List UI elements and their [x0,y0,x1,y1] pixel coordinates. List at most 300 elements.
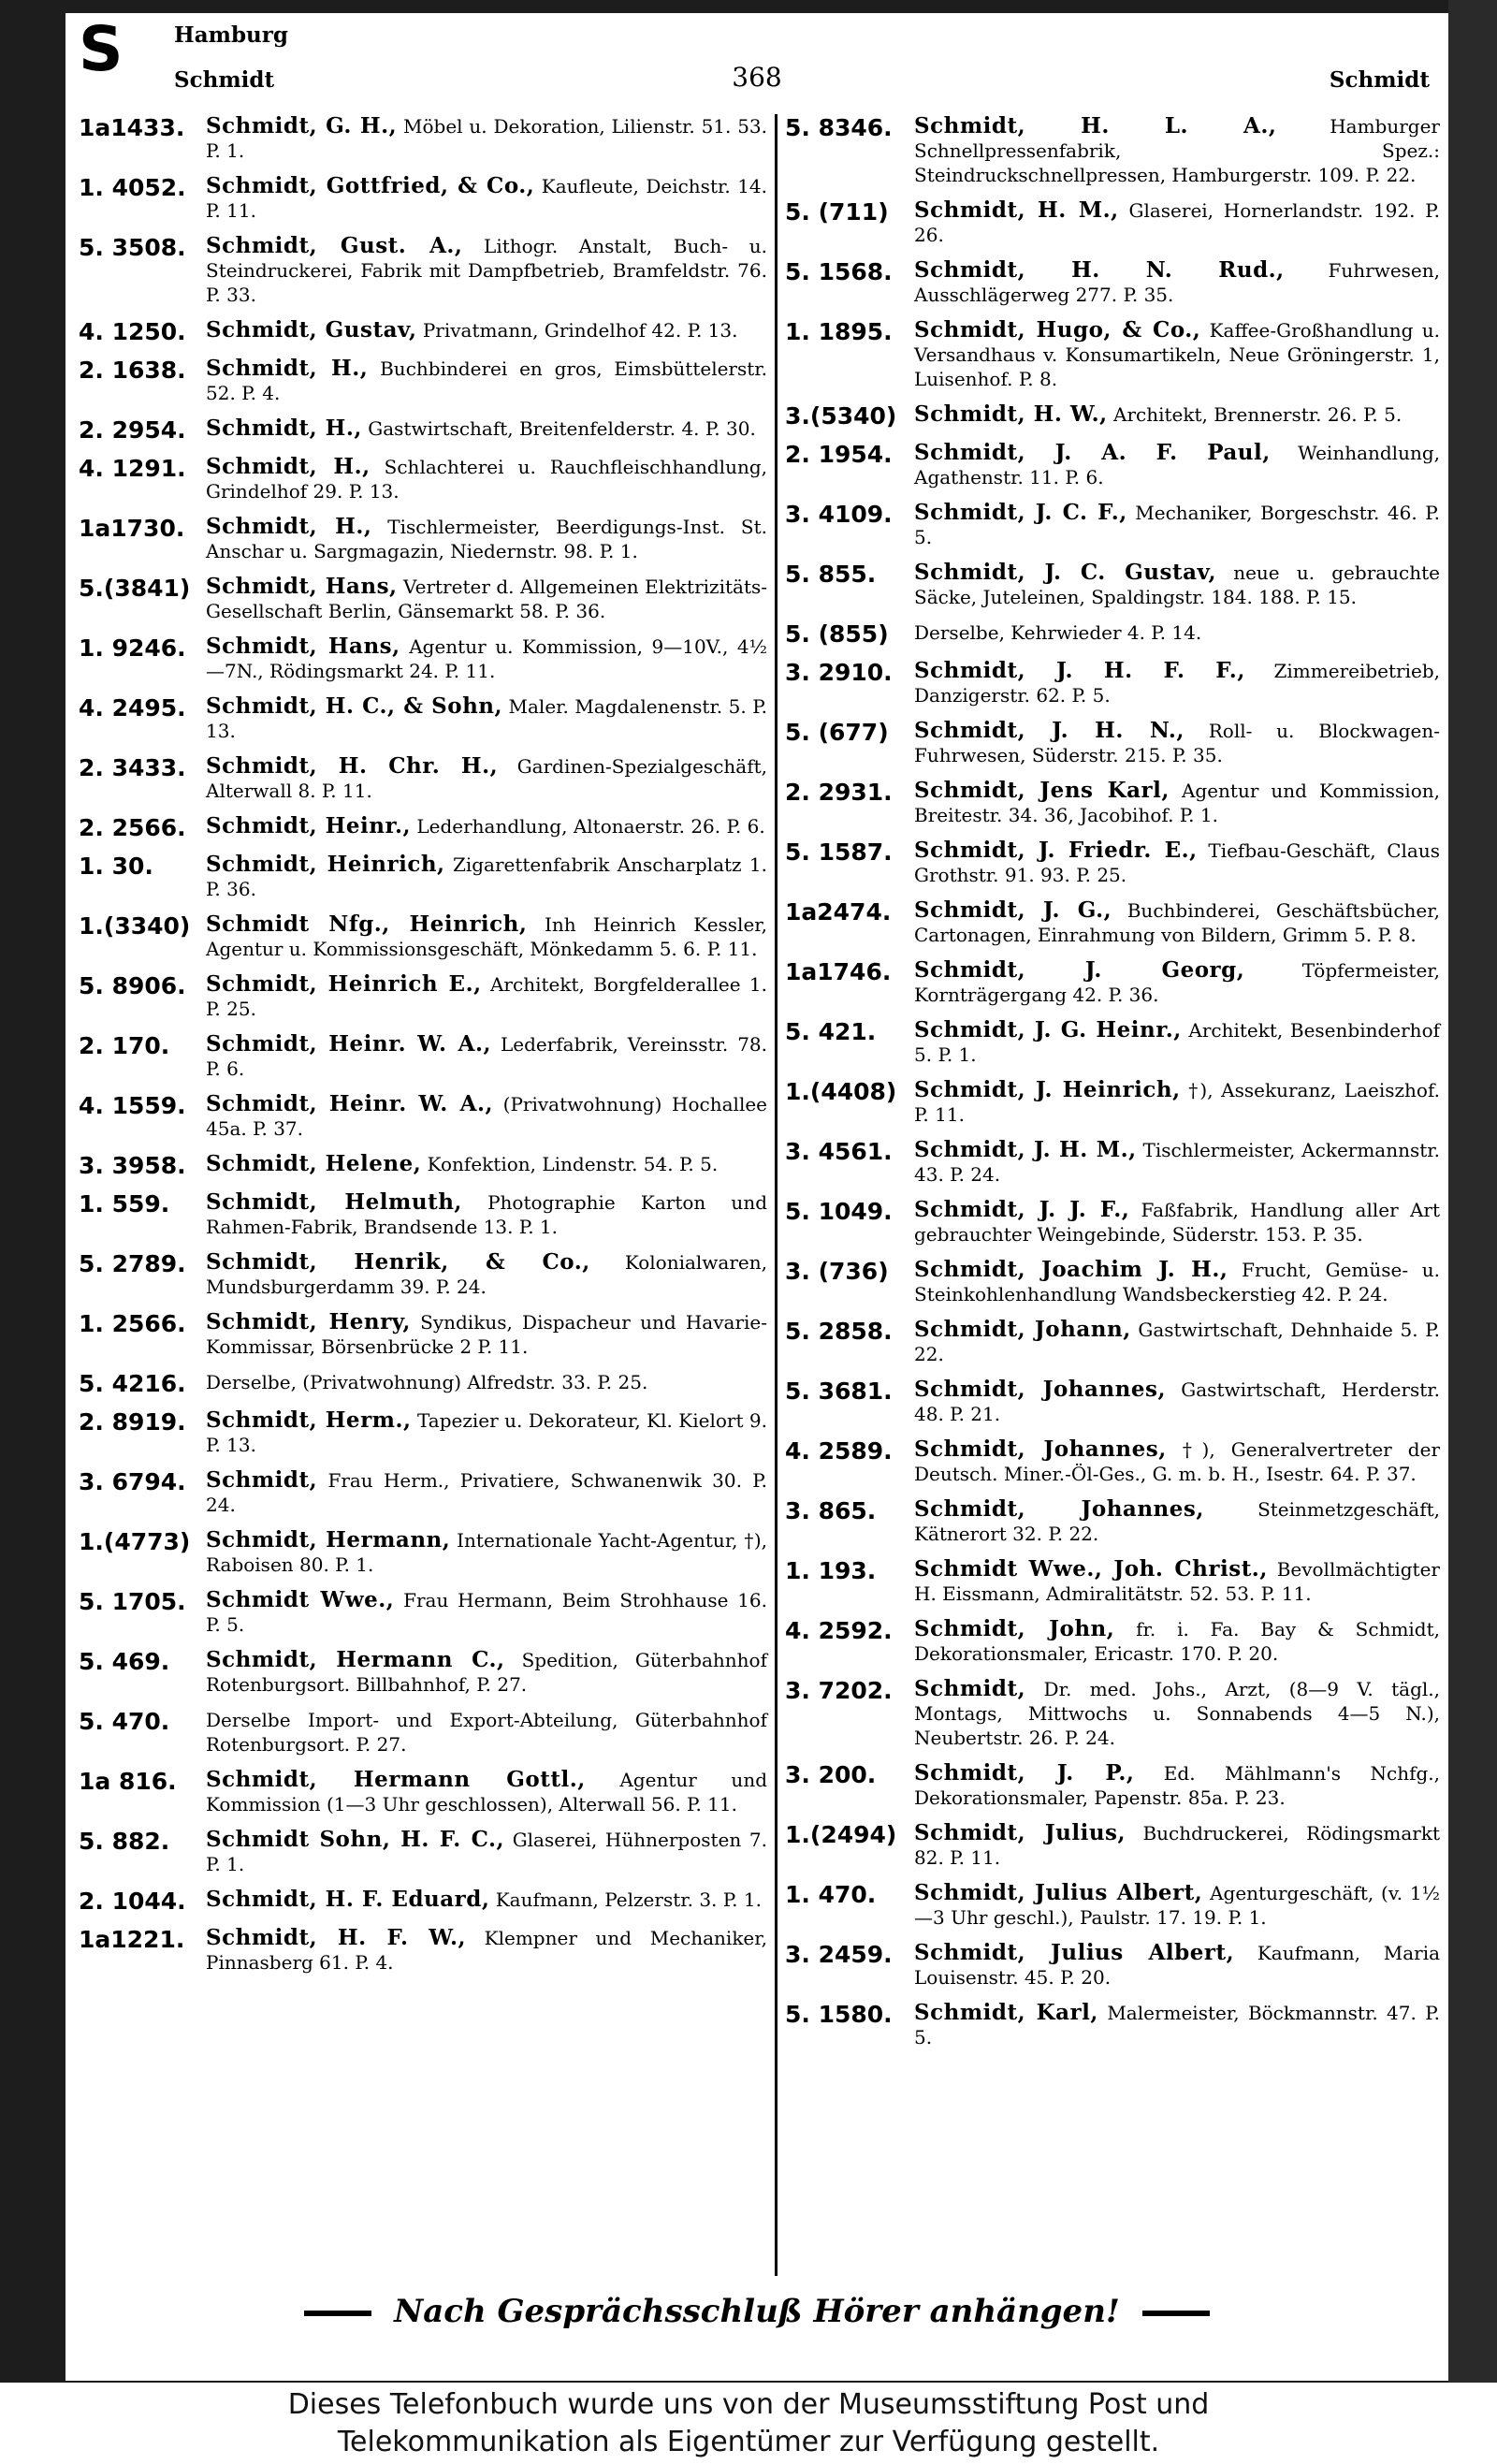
entry-text [914,1078,1440,1127]
directory-entry [785,1078,1440,1127]
entry-details: Lederfabrik, Vereinsstr. 78. P. 6. [206,1033,767,1080]
directory-entry [79,754,767,803]
entry-text [206,694,767,743]
phone-number: 1. 559. [79,1190,170,1217]
phone-number: 1. 1895. [785,318,893,345]
entry-text [914,1881,1440,1930]
entry-text [206,1408,767,1457]
entry-details: Frau Hermann, Beim Strohhause 16. P. 5. [206,1589,768,1636]
phone-number: 5. (677) [785,719,889,746]
directory-entry [785,958,1440,1007]
directory-entry [79,912,767,961]
footer-notice-text: Nach Gesprächsschluß Hörer anhängen! [394,2293,1120,2330]
column-divider [775,114,778,2276]
phone-number: 1a1221. [79,1926,185,1953]
directory-entry [785,779,1440,827]
entry-text [206,234,767,307]
subscriber-name: Schmidt, Hermann, [206,1527,451,1553]
entry-text [206,1468,767,1517]
phone-number: 1.(4408) [785,1078,897,1105]
phone-number: 2. 3433. [79,754,186,781]
subscriber-name: Schmidt, J. C. Gustav, [914,560,1216,585]
subscriber-name: Schmidt Sohn, H. F. C., [206,1827,504,1852]
directory-entry [785,198,1440,247]
directory-entry [79,515,767,563]
directory-entry [79,174,767,223]
entry-details: Glaserei, Hornerlandstr. 192. P. 26. [914,199,1440,246]
directory-entry [79,972,767,1021]
entry-text [914,1138,1440,1187]
entry-details: Lederhandlung, Altonaerstr. 26. P. 6. [416,815,765,838]
city-name: Hamburg [174,22,288,48]
phone-number: 2. 2954. [79,416,186,444]
subscriber-name: Schmidt, Hermann C., [206,1647,505,1672]
entry-details: Agentur und Kommission, Breitestr. 34. 36, Jacobihof. P. 1. [914,780,1440,826]
phone-number: 3. 6794. [79,1468,186,1495]
subscriber-name: Schmidt, Karl, [914,2000,1098,2025]
entry-details: Bevollmächtigter H. Eissmann, Admiralitätstr. 52. 53. P. 11. [914,1558,1440,1605]
entry-text [206,1092,767,1141]
subscriber-name: Schmidt, Henry, [206,1309,411,1334]
phone-number: 4. 2592. [785,1617,893,1644]
entry-text [206,114,767,163]
subscriber-name: Schmidt, H. C., & Sohn, [206,693,503,719]
entry-text [206,814,767,841]
subscriber-name: Schmidt, J. C. F., [914,500,1127,525]
entry-details: Kaufleute, Deichstr. 14. P. 11. [206,175,767,222]
entry-text [914,1437,1440,1486]
phone-number: 4. 2589. [785,1437,893,1465]
directory-entry [79,1370,767,1397]
subscriber-name: Schmidt, Hans, [206,574,398,599]
entry-text [206,1152,767,1179]
subscriber-name: Schmidt, J. Heinrich, [914,1077,1181,1102]
phone-number: 1. 2566. [79,1310,186,1337]
entry-details: Tiefbau-Geschäft, Claus Grothstr. 91. 93. P. 25. [914,839,1440,886]
entry-text [914,958,1440,1007]
phone-number: 5. 1049. [785,1198,893,1225]
phone-number: 5. 470. [79,1708,170,1735]
phone-number: 3. 200. [785,1761,877,1788]
subscriber-name: Schmidt, Helene, [206,1151,422,1176]
entry-details: Derselbe, Kehrwieder 4. P. 14. [914,621,1202,644]
phone-number: 4. 1250. [79,318,186,345]
entry-text [914,1821,1440,1870]
directory-entry [79,318,767,345]
header-name-right: Schmidt [1329,67,1430,93]
directory-entry [79,814,767,841]
credit-line-2: Telekommunikation als Eigentümer zur Verfügung gestellt. [337,2426,1160,2458]
subscriber-name: Schmidt, Henrik, & Co., [206,1249,590,1275]
subscriber-name: Schmidt, H., [206,514,372,539]
directory-entry [785,659,1440,707]
footer-notice [65,2293,1448,2330]
entry-details: Zigarettenfabrik Anscharplatz 1. P. 36. [206,853,768,900]
directory-entry [79,1092,767,1141]
entry-text [206,1310,767,1359]
entry-details: Buchbinderei en gros, Eimsbüttelerstr. 52. P. 4. [206,357,768,404]
entry-text [206,1768,767,1816]
phone-number: 3. (736) [785,1258,889,1285]
directory-entry [79,1708,767,1757]
entry-details: Frau Herm., Privatiere, Schwanenwik 30. P. 24. [206,1469,767,1516]
entry-text [206,416,767,444]
entry-text [914,1378,1440,1426]
phone-number: 1. 4052. [79,174,186,201]
subscriber-name: Schmidt, John, [914,1616,1115,1641]
entry-details: Frucht, Gemüse- u. Steinkohlenhandlung Wandsbeckerstieg 42. P. 24. [914,1259,1441,1305]
directory-entry [79,694,767,743]
subscriber-name: Schmidt, H., [206,454,371,479]
subscriber-name: Schmidt, J. Georg, [914,957,1245,983]
directory-entry [785,620,1440,648]
directory-entry [785,1198,1440,1247]
entry-details: Agenturgeschäft, (v. 1½—3 Uhr geschl.), Paulstr. 17. 19. P. 1. [914,1882,1441,1929]
phone-number: 5. 4216. [79,1370,186,1397]
entry-details: Roll- u. Blockwagen-Fuhrwesen, Süderstr. 215. P. 35. [914,720,1440,766]
entry-text [914,620,1440,648]
left-rule [304,2311,371,2316]
entry-text [914,898,1440,947]
subscriber-name: Schmidt, H. Chr. H., [206,753,499,779]
directory-entry [785,1318,1440,1366]
directory-entry [785,1557,1440,1606]
directory-entry [79,1926,767,1975]
entry-details: Tischlermeister, Ackermannstr. 43. P. 24. [914,1139,1441,1186]
entry-details: Internationale Yacht-Agentur, †), Raboisen 80. P. 1. [206,1529,767,1576]
directory-entry [785,1437,1440,1486]
entry-details: Ed. Mählmann's Nchfg., Dekorationsmaler, Papenstr. 85a. P. 23. [914,1762,1440,1809]
subscriber-name: Schmidt, Helmuth, [206,1189,462,1215]
phone-number: 1.(3340) [79,912,191,940]
entry-details: Konfektion, Lindenstr. 54. P. 5. [427,1153,719,1175]
subscriber-name: Schmidt, J. J. F., [914,1197,1130,1222]
entry-details: Klempner und Mechaniker, Pinnasberg 61. P. 4. [206,1927,767,1974]
entry-text [914,1677,1440,1750]
entry-details: Spedition, Güterbahnhof Rotenburgsort. Billbahnhof, P. 27. [206,1649,767,1696]
subscriber-name: Schmidt, J. P., [914,1760,1135,1786]
directory-entry [79,416,767,444]
entry-details: Derselbe, (Privatwohnung) Alfredstr. 33. P. 25. [206,1371,648,1393]
subscriber-name: Schmidt, [914,1676,1026,1701]
subscriber-name: Schmidt, Heinrich, [206,852,445,877]
phone-number: 1a1746. [785,958,892,985]
phone-number: 5. 2858. [785,1318,893,1345]
directory-entry [79,634,767,683]
entry-details: Derselbe Import- und Export-Abteilung, Güterbahnhof Rotenburgsort. P. 27. [206,1709,767,1756]
directory-entry [785,1378,1440,1426]
phone-number: 1. 30. [79,853,153,880]
entry-details: Zimmereibetrieb, Danzigerstr. 62. P. 5. [914,660,1440,707]
phone-number: 5. (855) [785,620,889,648]
directory-entry [785,1617,1440,1666]
directory-entry [785,1497,1440,1546]
entry-details: †), Generalvertreter der Deutsch. Miner.-Öl-Ges., G. m. b. H., Isestr. 64. P. 37. [914,1438,1441,1485]
entry-details: Mechaniker, Borgeschstr. 46. P. 5. [914,502,1441,548]
entry-text [914,114,1440,187]
phone-number: 2. 1638. [79,357,186,384]
subscriber-name: Schmidt Nfg., Heinrich, [206,911,528,937]
phone-number: 5. 8346. [785,114,893,141]
phone-number: 5. 1580. [785,2001,893,2028]
entry-details: Maler. Magdalenenstr. 5. P. 13. [206,695,767,742]
subscriber-name: Schmidt, Heinr. W. A., [206,1031,491,1057]
entry-text [206,1032,767,1081]
directory-entry [79,1032,767,1081]
entry-text [206,515,767,563]
left-column [79,114,767,1986]
entry-text [914,838,1440,887]
entry-details: Glaserei, Hühnerposten 7. P. 1. [206,1829,768,1875]
phone-number: 1.(2494) [785,1821,897,1848]
directory-entry [79,357,767,405]
entry-details: Photographie Karton und Rahmen-Fabrik, Brandsende 13. P. 1. [206,1191,767,1238]
entry-details: Syndikus, Dispacheur und Havarie-Kommissar, Börsenbrücke 2 P. 11. [206,1311,767,1358]
directory-entry [79,1310,767,1359]
subscriber-name: Schmidt, Julius, [914,1820,1126,1845]
entry-text [206,634,767,683]
entry-text [914,1318,1440,1366]
entry-details: †), Assekuranz, Laeiszhof. P. 11. [914,1079,1441,1126]
subscriber-name: Schmidt Wwe., Joh. Christ., [914,1556,1268,1582]
subscriber-name: Schmidt, Heinrich E., [206,971,482,997]
subscriber-name: Schmidt, Johannes, [914,1377,1166,1402]
entry-details: Fuhrwesen, Ausschlägerweg 277. P. 35. [914,259,1440,306]
directory-entry [785,114,1440,187]
entry-details: Tapezier u. Dekorateur, Kl. Kielort 9. P. 13. [206,1409,768,1456]
entry-text [914,1258,1440,1306]
phone-number: 2. 170. [79,1032,170,1059]
entry-text [914,258,1440,307]
entry-details: Buchdruckerei, Rödingsmarkt 82. P. 11. [914,1822,1440,1869]
subscriber-name: Schmidt, Hans, [206,634,400,659]
phone-number: 4. 1291. [79,455,186,482]
entry-details: Gastwirtschaft, Dehnhaide 5. P. 22. [914,1319,1440,1365]
subscriber-name: Schmidt, H., [206,356,369,381]
directory-entry [79,1528,767,1577]
directory-entry [79,234,767,307]
phone-number: 5. 3681. [785,1378,893,1405]
entry-details: (Privatwohnung) Hochallee 45a. P. 37. [206,1093,768,1140]
directory-entry [785,1677,1440,1750]
entry-text [914,318,1440,391]
directory-entry [785,501,1440,549]
scan-edge [1448,0,1497,2383]
entry-details: Architekt, Besenbinderhof 5. P. 1. [914,1019,1441,1066]
phone-number: 1.(4773) [79,1528,191,1555]
directory-entry [79,575,767,623]
phone-number: 2. 2931. [785,779,893,806]
phone-number: 2. 8919. [79,1408,186,1436]
entry-text [206,1926,767,1975]
entry-details: Schlachterei u. Rauchfleischhandlung, Grindelhof 29. P. 13. [206,456,767,503]
phone-number: 1a2474. [785,898,892,926]
directory-entry [785,441,1440,489]
directory-entry [785,1258,1440,1306]
entry-details: Agentur u. Kommission, 9—10V., 4½—7N., Rödingsmarkt 24. P. 11. [206,635,768,682]
subscriber-name: Schmidt, Hugo, & Co., [914,317,1201,343]
directory-entry [79,1408,767,1457]
phone-number: 5. 1568. [785,258,893,285]
entry-details: Weinhandlung, Agathenstr. 11. P. 6. [914,442,1441,488]
subscriber-name: Schmidt, J. Friedr. E., [914,838,1198,863]
entry-details: Gardinen-Spezialgeschäft, Alterwall 8. P. 11. [206,755,768,802]
entry-text [206,174,767,223]
entry-text [206,912,767,961]
subscriber-name: Schmidt, J. G., [914,897,1112,923]
entry-text [914,441,1440,489]
entry-details: Tischlermeister, Beerdigungs-Inst. St. Anschar u. Sargmagazin, Niedernstr. 98. P. 1. [206,516,767,562]
directory-entry [785,1821,1440,1870]
entry-text [914,1018,1440,1067]
subscriber-name: Schmidt, H. M., [914,197,1119,223]
entry-details: Architekt, Brennerstr. 26. P. 5. [1113,403,1403,426]
directory-entry [79,1888,767,1915]
phone-number: 5.(3841) [79,575,191,602]
phone-number: 2. 1954. [785,441,893,468]
entry-details: fr. i. Fa. Bay & Schmidt, Dekorationsmaler, Ericastr. 170. P. 20. [914,1618,1441,1665]
entry-details: Buchbinderei, Geschäftsbücher, Cartonagen, Einrahmung von Bildern, Grimm 5. P. 8. [914,899,1440,946]
subscriber-name: Schmidt, H. L. A., [914,113,1277,139]
directory-entry [79,455,767,503]
phone-number: 1. 470. [785,1881,877,1908]
entry-text [206,1648,767,1697]
phone-number: 3. 3958. [79,1152,186,1179]
entry-details: Kaufmann, Pelzerstr. 3. P. 1. [495,1888,762,1911]
entry-text [206,357,767,405]
subscriber-name: Schmidt, Julius Albert, [914,1940,1235,1965]
directory-entry [785,1881,1440,1930]
entry-details: Kaffee-Großhandlung u. Versandhaus v. Konsumartikeln, Neue Gröningerstr. 1, Luisenhof. P. 8. [914,319,1440,390]
subscriber-name: Schmidt, Heinr. W. A., [206,1091,493,1116]
directory-entry [785,719,1440,767]
subscriber-name: Schmidt, Gust. A., [206,233,463,258]
entry-text [914,501,1440,549]
entry-text [206,1888,767,1915]
entry-details: Agentur und Kommission (1—3 Uhr geschlossen), Alterwall 56. P. 11. [206,1769,767,1815]
phone-number: 5. 1587. [785,838,893,866]
subscriber-name: Schmidt, Heinr., [206,813,411,838]
entry-text [206,1190,767,1239]
subscriber-name: Schmidt, Jens Karl, [914,778,1170,803]
directory-entry [785,1941,1440,1990]
directory-entry [79,1828,767,1876]
directory-entry [785,1761,1440,1810]
entry-text [206,1528,767,1577]
directory-entry [79,114,767,163]
phone-number: 3.(5340) [785,402,897,430]
directory-entry [79,853,767,901]
page-header [65,13,1448,97]
subscriber-name: Schmidt, Herm., [206,1407,412,1433]
phone-number: 1a1730. [79,515,185,542]
phone-number: 5. 8906. [79,972,186,999]
entry-text [206,1828,767,1876]
entry-details: Steinmetzgeschäft, Kätnerort 32. P. 22. [914,1498,1440,1545]
subscriber-name: Schmidt, [206,1467,318,1493]
entry-details: Gastwirtschaft, Herderstr. 48. P. 21. [914,1378,1441,1425]
entry-text [914,1941,1440,1990]
directory-entry [79,1250,767,1299]
subscriber-name: Schmidt, J. H. F. F., [914,658,1245,683]
subscriber-name: Schmidt, Gottfried, & Co., [206,173,535,198]
entry-text [206,1588,767,1637]
phone-number: 3. 2459. [785,1941,893,1968]
subscriber-name: Schmidt, J. H. N., [914,718,1185,743]
phone-number: 1a1433. [79,114,185,141]
entry-text [206,754,767,803]
directory-entry [79,1588,767,1637]
subscriber-name: Schmidt, H. N. Rud., [914,257,1285,283]
subscriber-name: Schmidt, Julius Albert, [914,1880,1203,1905]
phone-number: 5. 1705. [79,1588,186,1615]
directory-page [65,13,1448,2381]
subscriber-name: Schmidt, Hermann Gottl., [206,1767,586,1792]
phone-number: 3. 7202. [785,1677,893,1704]
directory-entry [785,258,1440,307]
subscriber-name: Schmidt, Johannes, [914,1436,1167,1462]
directory-entry [79,1152,767,1179]
phone-number: 3. 865. [785,1497,877,1524]
entry-text [914,1557,1440,1606]
directory-entry [79,1768,767,1816]
phone-number: 1a 816. [79,1768,177,1795]
phone-number: 1. 9246. [79,634,186,662]
entry-details: Kolonialwaren, Mundsburgerdamm 39. P. 24. [206,1251,767,1298]
entry-details: Faßfabrik, Handlung aller Art gebrauchter Weingebinde, Süderstr. 153. P. 35. [914,1199,1440,1246]
section-letter: S [79,13,124,85]
subscriber-name: Schmidt, G. H., [206,113,398,139]
entry-text [914,561,1440,609]
entry-text [914,1497,1440,1546]
directory-entry [79,1468,767,1517]
entry-details: neue u. gebrauchte Säcke, Juteleinen, Spaldingstr. 184. 188. P. 15. [914,561,1441,608]
entry-text [206,853,767,901]
phone-number: 5. 421. [785,1018,877,1045]
phone-number: 4. 2495. [79,694,186,722]
entry-details: Lithogr. Anstalt, Buch- u. Steindruckerei, Fabrik mit Dampfbetrieb, Bramfeldstr. 76. P. 33. [206,235,768,306]
phone-number: 1. 193. [785,1557,877,1584]
directory-entry [785,561,1440,609]
entry-details: Kaufmann, Maria Louisenstr. 45. P. 20. [914,1942,1441,1989]
entry-text [914,1617,1440,1666]
subscriber-name: Schmidt, Joachim J. H., [914,1257,1228,1282]
entry-text [206,972,767,1021]
entry-text [206,455,767,503]
phone-number: 5. 882. [79,1828,170,1855]
entry-text [206,1370,767,1397]
entry-details: Inh Heinrich Kessler, Agentur u. Kommissionsgeschäft, Mönkedamm 5. 6. P. 11. [206,913,768,960]
subscriber-name: Schmidt, Johannes, [914,1496,1204,1522]
directory-entry [79,1190,767,1239]
directory-entry [785,898,1440,947]
subscriber-name: Schmidt, J. G. Heinr., [914,1017,1182,1042]
phone-number: 5. 3508. [79,234,186,261]
subscriber-name: Schmidt, J. H. M., [914,1137,1137,1162]
page-number: 368 [732,62,782,93]
directory-entry [785,1018,1440,1067]
entry-details: Vertreter d. Allgemeinen Elektrizitäts-Gesellschaft Berlin, Gänsemarkt 58. P. 36. [206,576,767,622]
subscriber-name: Schmidt, J. A. F. Paul, [914,440,1271,465]
entry-details: Töpfermeister, Kornträgergang 42. P. 36. [914,959,1440,1006]
phone-number: 5. 469. [79,1648,170,1675]
entry-details: Architekt, Borgfelderallee 1. P. 25. [206,973,767,1020]
phone-number: 3. 2910. [785,659,893,686]
directory-entry [785,318,1440,391]
directory-entry [785,2001,1440,2049]
phone-number: 5. 855. [785,561,877,588]
directory-entry [79,1648,767,1697]
